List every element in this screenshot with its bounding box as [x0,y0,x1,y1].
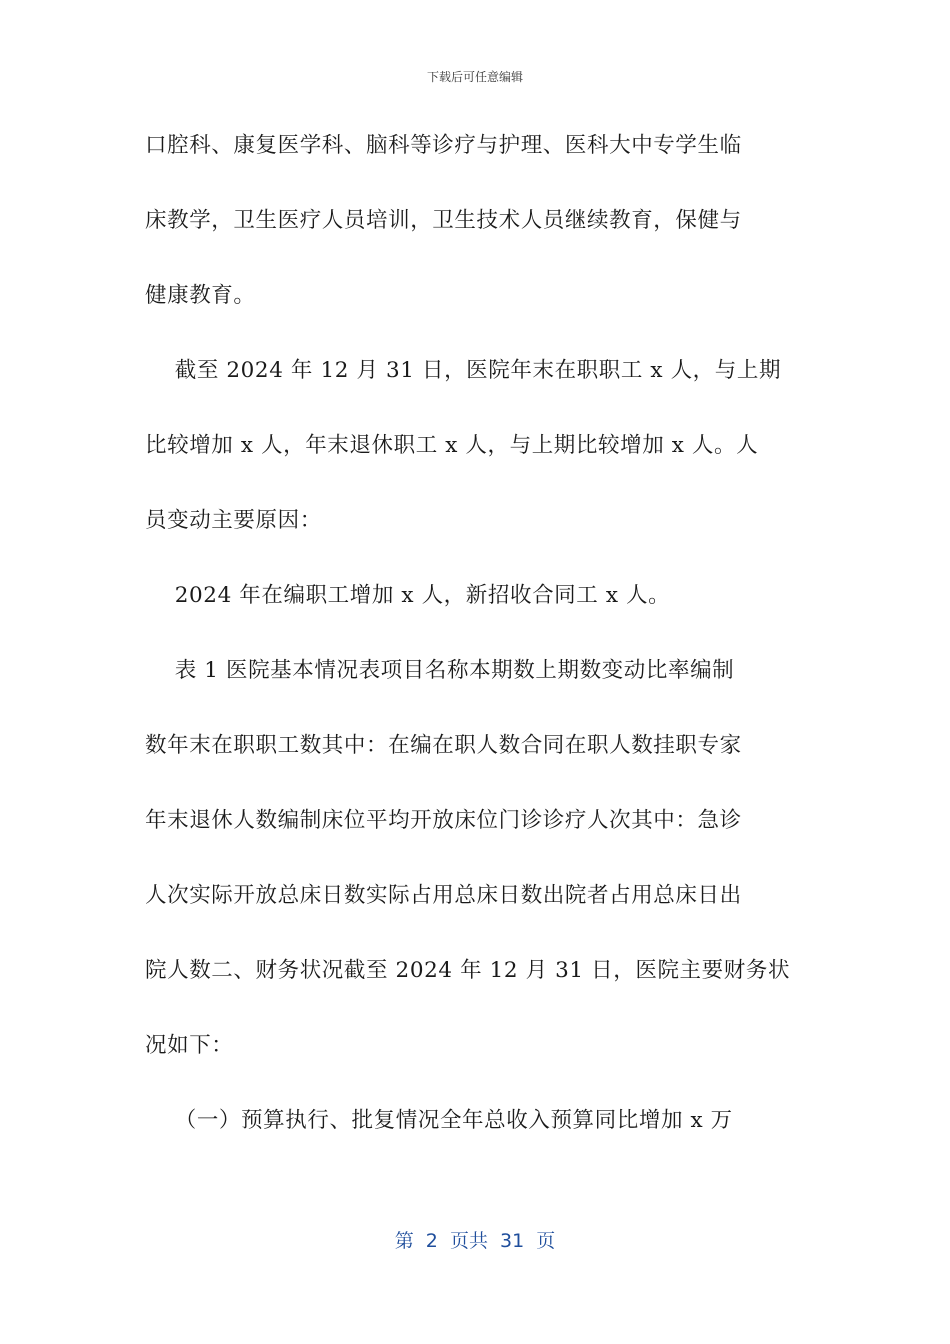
body-line: 年末退休人数编制床位平均开放床位门诊诊疗人次其中：急诊 [145,808,742,833]
body-line: 院人数二、财务状况截至 2024 年 12 月 31 日，医院主要财务状 [145,958,791,983]
body-line: 表 1 医院基本情况表项目名称本期数上期数变动比率编制 [145,658,735,683]
body-line: 况如下： [145,1033,234,1058]
body-line: 比较增加 x 人，年末退休职工 x 人，与上期比较增加 x 人。人 [145,433,759,458]
body-line: 数年末在职职工数其中：在编在职人数合同在职人数挂职专家 [145,733,742,758]
page-footer: 第 2 页共 31 页 [394,1230,556,1252]
body-line: 口腔科、康复医学科、脑科等诊疗与护理、医科大中专学生临 [145,133,742,158]
body-line: （一）预算执行、批复情况全年总收入预算同比增加 x 万 [145,1108,733,1133]
body-line: 人次实际开放总床日数实际占用总床日数出院者占用总床日出 [145,883,742,908]
page-header: 下载后可任意编辑 [426,70,523,84]
document-body [145,126,805,1176]
body-line: 床教学，卫生医疗人员培训，卫生技术人员继续教育，保健与 [145,208,742,233]
body-line: 2024 年在编职工增加 x 人，新招收合同工 x 人。 [145,583,671,608]
body-line: 健康教育。 [145,283,256,308]
body-line: 截至 2024 年 12 月 31 日，医院年末在职职工 x 人，与上期 [145,358,782,383]
body-line: 员变动主要原因： [145,508,322,533]
